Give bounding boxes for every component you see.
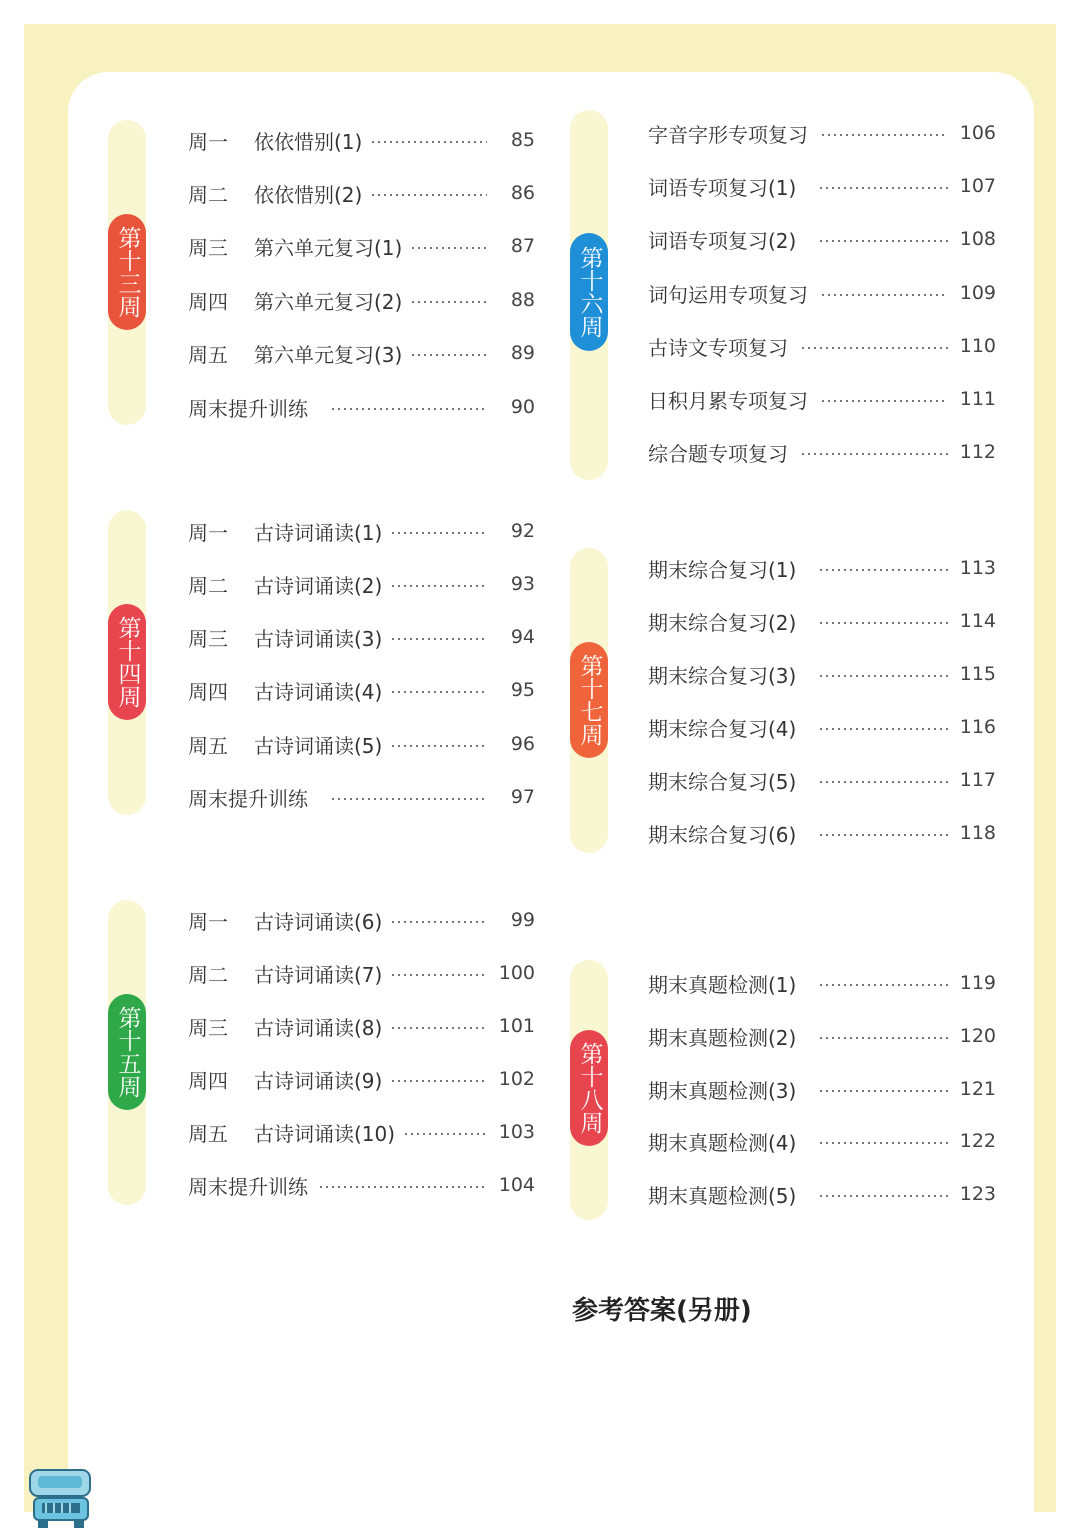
entry-title: 期末综合复习(6) bbox=[648, 822, 797, 847]
toc-entry[interactable] bbox=[648, 434, 996, 470]
entry-page: 93 bbox=[510, 573, 535, 595]
toc-entry[interactable] bbox=[648, 709, 996, 745]
entry-day: 周三 bbox=[188, 1015, 228, 1040]
dot-leader bbox=[410, 354, 487, 356]
dot-leader bbox=[820, 134, 948, 136]
entry-title: 依依惜别(2) bbox=[254, 182, 363, 207]
answer-key-label[interactable]: 参考答案(另册) bbox=[572, 1296, 752, 1326]
entry-page: 113 bbox=[959, 557, 996, 579]
entry-day: 周三 bbox=[188, 626, 228, 651]
dot-leader bbox=[800, 453, 948, 455]
entry-page: 90 bbox=[510, 396, 535, 418]
entry-title: 第六单元复习(2) bbox=[254, 289, 403, 314]
entry-title: 周末提升训练 bbox=[188, 396, 308, 421]
entry-page: 94 bbox=[510, 626, 535, 648]
entry-page: 122 bbox=[959, 1130, 996, 1152]
toc-entry[interactable] bbox=[648, 1123, 996, 1159]
entry-page: 117 bbox=[959, 769, 996, 791]
entry-title: 词句运用专项复习 bbox=[648, 282, 808, 307]
entry-page: 108 bbox=[959, 228, 996, 250]
toc-entry[interactable] bbox=[648, 1018, 996, 1054]
robot-illustration-icon bbox=[24, 1460, 100, 1530]
toc-entry[interactable] bbox=[648, 965, 996, 1001]
entry-page: 89 bbox=[510, 342, 535, 364]
dot-leader bbox=[390, 691, 487, 693]
toc-entry[interactable] bbox=[188, 902, 535, 938]
toc-entry[interactable] bbox=[188, 566, 535, 602]
week-14-badge: 第十四周 bbox=[108, 604, 146, 720]
week-13-badge: 第十三周 bbox=[108, 214, 146, 330]
toc-entry[interactable] bbox=[648, 275, 996, 311]
entry-page: 103 bbox=[498, 1121, 535, 1143]
toc-entry[interactable] bbox=[648, 550, 996, 586]
entry-page: 107 bbox=[959, 175, 996, 197]
entry-day: 周五 bbox=[188, 733, 228, 758]
toc-entry[interactable] bbox=[188, 282, 535, 318]
toc-entry[interactable] bbox=[188, 672, 535, 708]
entry-title: 词语专项复习(2) bbox=[648, 228, 797, 253]
dot-leader bbox=[818, 187, 948, 189]
dot-leader bbox=[330, 408, 487, 410]
entry-title: 古诗词诵读(4) bbox=[254, 679, 383, 704]
entry-title: 期末综合复习(2) bbox=[648, 610, 797, 635]
entry-page: 99 bbox=[510, 909, 535, 931]
toc-entry[interactable] bbox=[188, 228, 535, 264]
entry-page: 100 bbox=[498, 962, 535, 984]
toc-entry[interactable] bbox=[648, 1176, 996, 1212]
toc-entry[interactable] bbox=[648, 1071, 996, 1107]
toc-entry[interactable] bbox=[188, 1114, 535, 1150]
entry-page: 120 bbox=[959, 1025, 996, 1047]
week-16-badge: 第十六周 bbox=[570, 233, 608, 351]
entry-day: 周二 bbox=[188, 962, 228, 987]
dot-leader bbox=[818, 675, 948, 677]
entry-title: 期末真题检测(3) bbox=[648, 1078, 797, 1103]
entry-title: 综合题专项复习 bbox=[648, 441, 788, 466]
toc-entry[interactable] bbox=[188, 513, 535, 549]
entry-title: 期末真题检测(2) bbox=[648, 1025, 797, 1050]
entry-day: 周一 bbox=[188, 909, 228, 934]
dot-leader bbox=[370, 141, 487, 143]
entry-day: 周五 bbox=[188, 342, 228, 367]
toc-entry[interactable] bbox=[648, 815, 996, 851]
dot-leader bbox=[818, 240, 948, 242]
dot-leader bbox=[818, 834, 948, 836]
toc-entry[interactable] bbox=[648, 762, 996, 798]
dot-leader bbox=[390, 921, 487, 923]
dot-leader bbox=[800, 347, 948, 349]
toc-entry[interactable] bbox=[188, 1061, 535, 1097]
entry-page: 88 bbox=[510, 289, 535, 311]
entry-page: 85 bbox=[510, 129, 535, 151]
entry-title: 第六单元复习(1) bbox=[254, 235, 403, 260]
entry-title: 古诗词诵读(1) bbox=[254, 520, 383, 545]
entry-title: 期末综合复习(3) bbox=[648, 663, 797, 688]
entry-page: 121 bbox=[959, 1078, 996, 1100]
week-18-badge: 第十八周 bbox=[570, 1030, 608, 1146]
dot-leader bbox=[818, 569, 948, 571]
entry-page: 123 bbox=[959, 1183, 996, 1205]
entry-title: 古诗词诵读(2) bbox=[254, 573, 383, 598]
entry-day: 周五 bbox=[188, 1121, 228, 1146]
entry-title: 期末真题检测(5) bbox=[648, 1183, 797, 1208]
entry-page: 115 bbox=[959, 663, 996, 685]
dot-leader bbox=[390, 532, 487, 534]
toc-entry[interactable] bbox=[648, 168, 996, 204]
entry-title: 古诗词诵读(8) bbox=[254, 1015, 383, 1040]
week-17-badge: 第十七周 bbox=[570, 642, 608, 758]
entry-page: 86 bbox=[510, 182, 535, 204]
dot-leader bbox=[818, 1090, 948, 1092]
entry-title: 周末提升训练 bbox=[188, 1174, 308, 1199]
entry-page: 116 bbox=[959, 716, 996, 738]
entry-page: 96 bbox=[510, 733, 535, 755]
toc-entry[interactable] bbox=[188, 122, 535, 158]
entry-title: 期末真题检测(4) bbox=[648, 1130, 797, 1155]
dot-leader bbox=[410, 301, 487, 303]
entry-day: 周四 bbox=[188, 289, 228, 314]
dot-leader bbox=[818, 984, 948, 986]
entry-page: 119 bbox=[959, 972, 996, 994]
entry-day: 周一 bbox=[188, 520, 228, 545]
entry-page: 106 bbox=[959, 122, 996, 144]
dot-leader bbox=[818, 1195, 948, 1197]
entry-day: 周三 bbox=[188, 235, 228, 260]
dot-leader bbox=[390, 585, 487, 587]
entry-title: 期末综合复习(1) bbox=[648, 557, 797, 582]
entry-title: 周末提升训练 bbox=[188, 786, 308, 811]
dot-leader bbox=[818, 622, 948, 624]
toc-entry[interactable] bbox=[648, 221, 996, 257]
toc-entry[interactable] bbox=[188, 619, 535, 655]
toc-entry[interactable] bbox=[648, 328, 996, 364]
entry-page: 101 bbox=[498, 1015, 535, 1037]
entry-title: 期末真题检测(1) bbox=[648, 972, 797, 997]
toc-entry[interactable] bbox=[648, 381, 996, 417]
entry-title: 古诗文专项复习 bbox=[648, 335, 788, 360]
entry-page: 95 bbox=[510, 679, 535, 701]
entry-title: 古诗词诵读(6) bbox=[254, 909, 383, 934]
entry-page: 109 bbox=[959, 282, 996, 304]
entry-page: 111 bbox=[959, 388, 996, 410]
entry-page: 87 bbox=[510, 235, 535, 257]
entry-day: 周二 bbox=[188, 573, 228, 598]
entry-title: 第六单元复习(3) bbox=[254, 342, 403, 367]
entry-page: 104 bbox=[498, 1174, 535, 1196]
dot-leader bbox=[390, 1027, 487, 1029]
dot-leader bbox=[403, 1133, 487, 1135]
entry-title: 古诗词诵读(7) bbox=[254, 962, 383, 987]
dot-leader bbox=[820, 400, 948, 402]
entry-title: 古诗词诵读(5) bbox=[254, 733, 383, 758]
dot-leader bbox=[818, 1037, 948, 1039]
toc-entry[interactable] bbox=[188, 1167, 535, 1203]
toc-entry[interactable] bbox=[188, 335, 535, 371]
entry-day: 周二 bbox=[188, 182, 228, 207]
entry-title: 古诗词诵读(3) bbox=[254, 626, 383, 651]
dot-leader bbox=[818, 781, 948, 783]
entry-title: 古诗词诵读(9) bbox=[254, 1068, 383, 1093]
toc-entry[interactable] bbox=[648, 115, 996, 151]
toc-entry[interactable] bbox=[188, 1008, 535, 1044]
dot-leader bbox=[410, 247, 487, 249]
entry-title: 日积月累专项复习 bbox=[648, 388, 808, 413]
toc-entry[interactable] bbox=[188, 779, 535, 815]
dot-leader bbox=[318, 1186, 487, 1188]
week-15-badge: 第十五周 bbox=[108, 994, 146, 1110]
dot-leader bbox=[818, 1142, 948, 1144]
entry-title: 字音字形专项复习 bbox=[648, 122, 808, 147]
toc-entry[interactable] bbox=[188, 955, 535, 991]
entry-page: 110 bbox=[959, 335, 996, 357]
entry-page: 112 bbox=[959, 441, 996, 463]
dot-leader bbox=[390, 974, 487, 976]
entry-title: 期末综合复习(5) bbox=[648, 769, 797, 794]
dot-leader bbox=[818, 728, 948, 730]
toc-entry[interactable] bbox=[188, 726, 535, 762]
dot-leader bbox=[330, 798, 487, 800]
entry-day: 周一 bbox=[188, 129, 228, 154]
entry-page: 92 bbox=[510, 520, 535, 542]
entry-title: 依依惜别(1) bbox=[254, 129, 363, 154]
entry-title: 词语专项复习(1) bbox=[648, 175, 797, 200]
entry-page: 97 bbox=[510, 786, 535, 808]
toc-entry[interactable] bbox=[648, 603, 996, 639]
dot-leader bbox=[820, 294, 948, 296]
dot-leader bbox=[370, 194, 487, 196]
entry-title: 古诗词诵读(10) bbox=[254, 1121, 396, 1146]
toc-entry[interactable] bbox=[188, 389, 535, 425]
dot-leader bbox=[390, 1080, 487, 1082]
entry-title: 期末综合复习(4) bbox=[648, 716, 797, 741]
entry-page: 102 bbox=[498, 1068, 535, 1090]
dot-leader bbox=[390, 638, 487, 640]
entry-day: 周四 bbox=[188, 1068, 228, 1093]
entry-page: 118 bbox=[959, 822, 996, 844]
dot-leader bbox=[390, 745, 487, 747]
entry-page: 114 bbox=[959, 610, 996, 632]
toc-entry[interactable] bbox=[648, 656, 996, 692]
toc-entry[interactable] bbox=[188, 175, 535, 211]
entry-day: 周四 bbox=[188, 679, 228, 704]
